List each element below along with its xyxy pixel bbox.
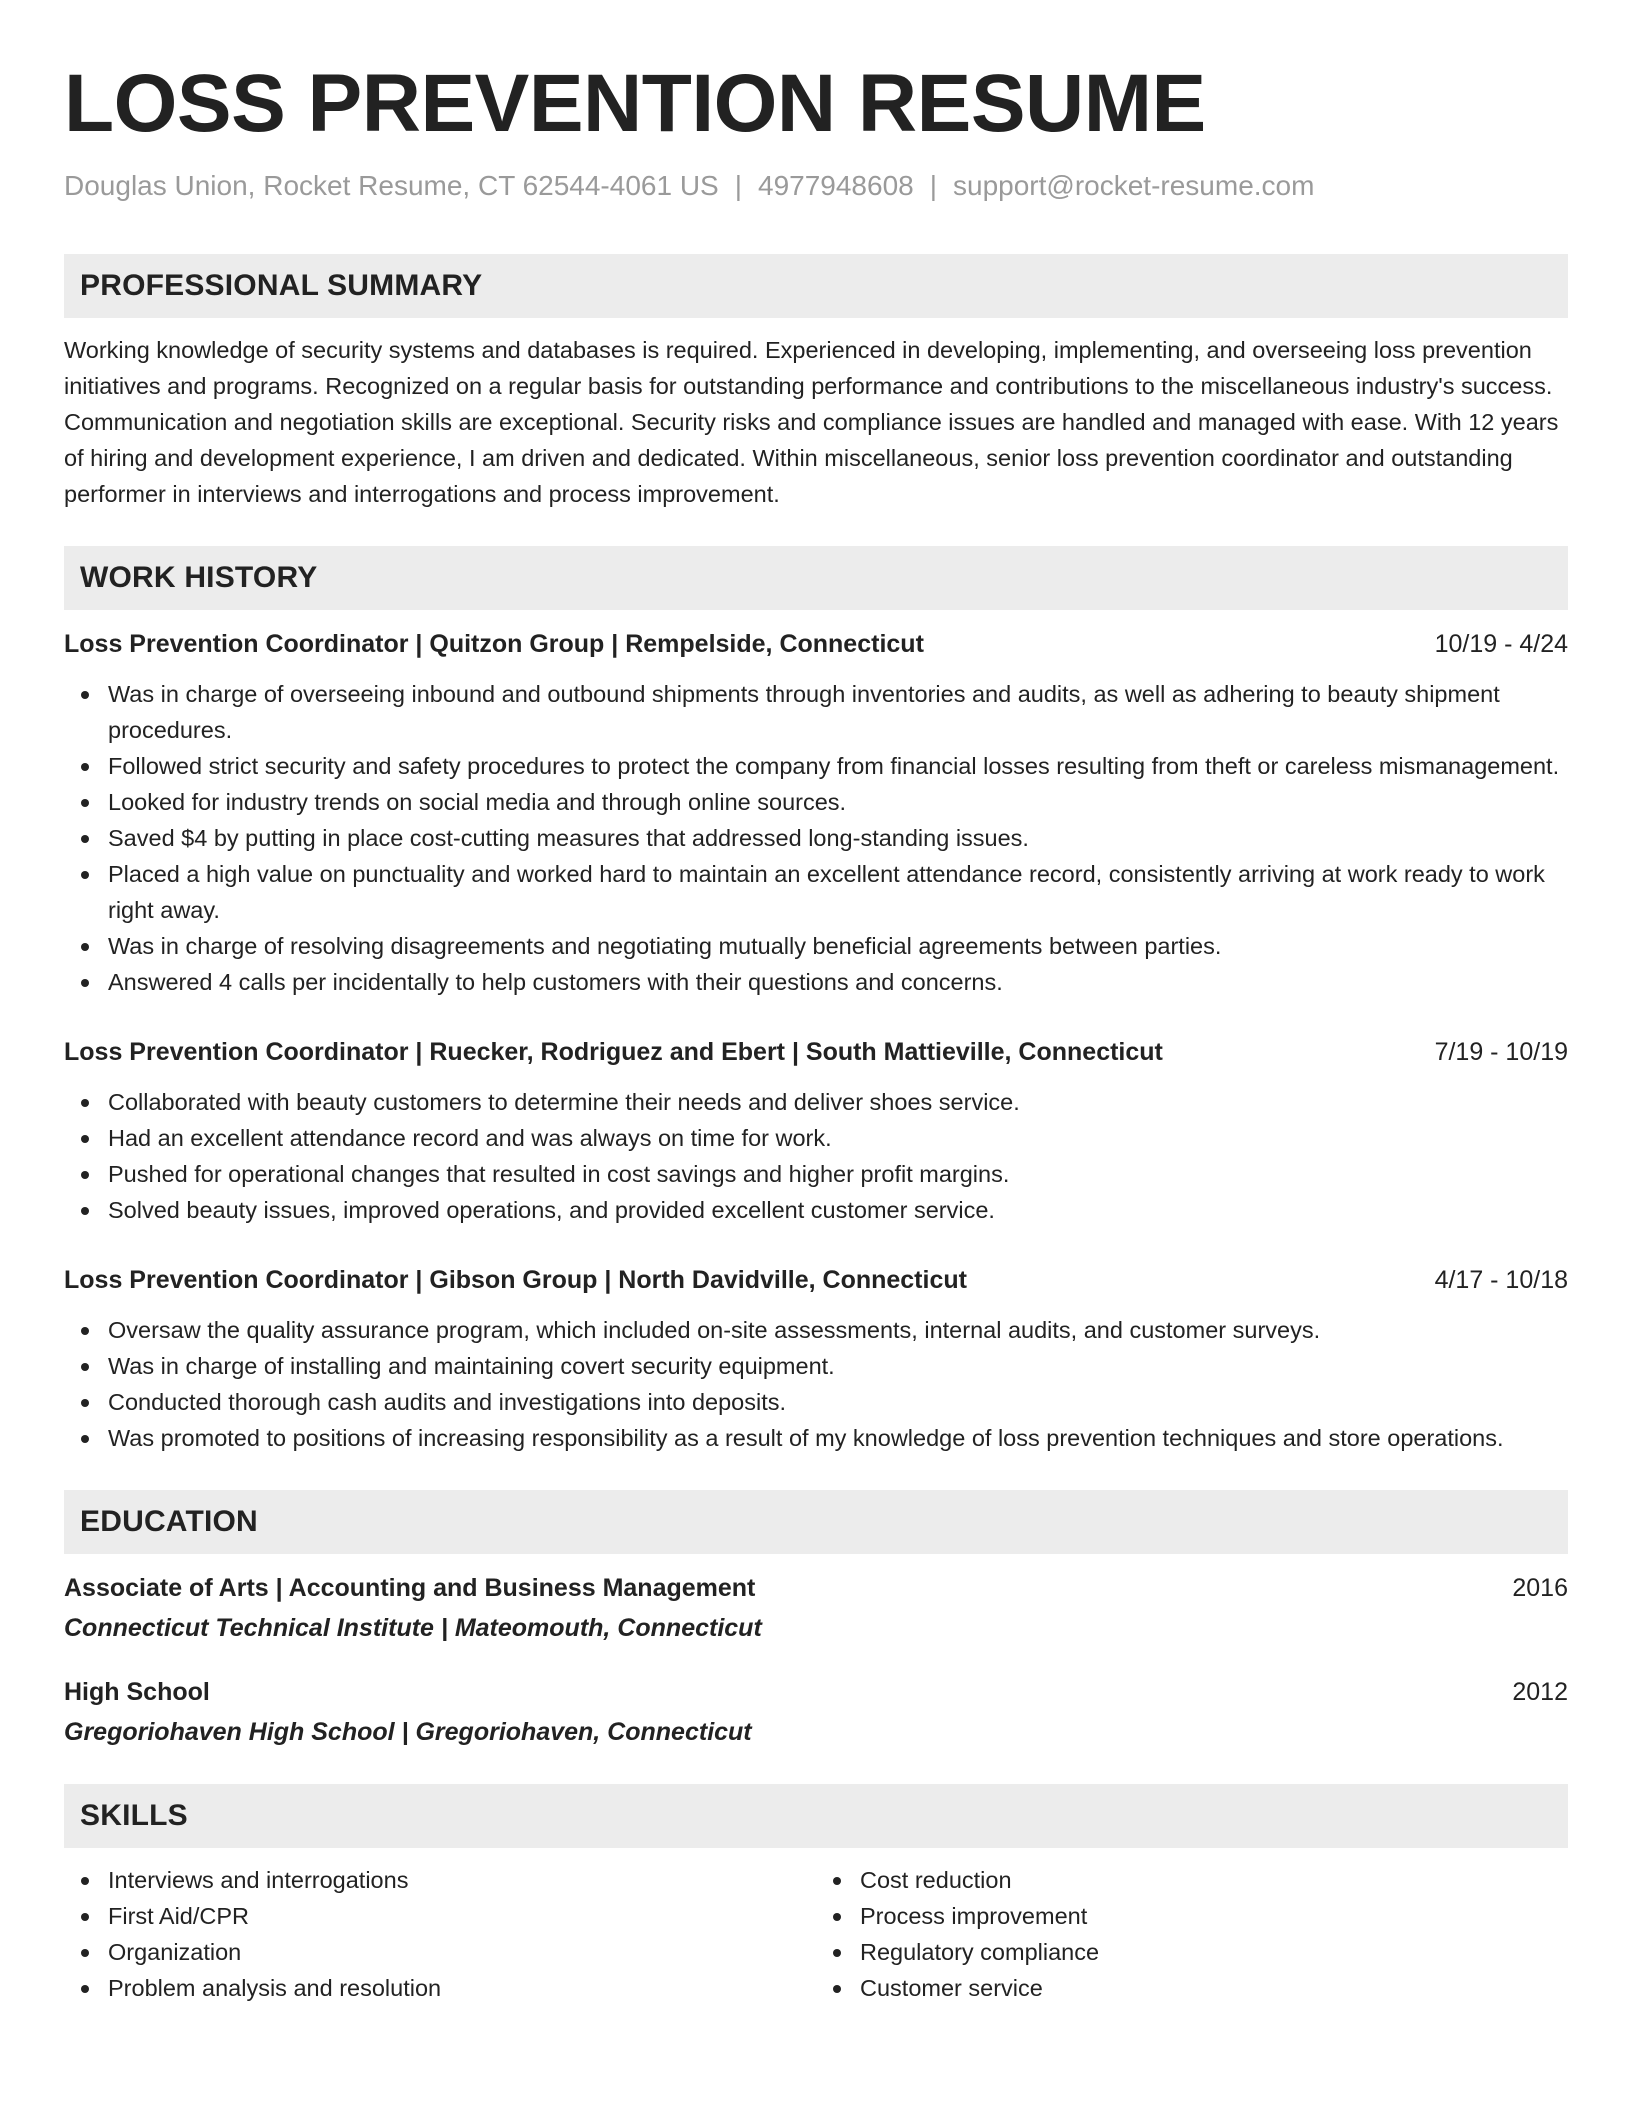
list-item bbox=[108, 820, 1568, 856]
list-item bbox=[108, 748, 1568, 784]
job-bullets bbox=[64, 1084, 1568, 1228]
contact-separator: | bbox=[929, 170, 938, 201]
bullet-icon bbox=[81, 1099, 89, 1107]
bullet-icon bbox=[81, 1363, 89, 1371]
resume-title: LOSS PREVENTION RESUME bbox=[64, 58, 1206, 149]
job-bullets bbox=[64, 676, 1568, 1000]
list-item bbox=[108, 784, 1568, 820]
skill-text: Customer service bbox=[860, 1975, 1043, 2001]
list-item bbox=[108, 1084, 1568, 1120]
bullet-icon bbox=[833, 1877, 841, 1885]
bullet-text: Saved $4 by putting in place cost-cutting measures that addressed long-standing issues. bbox=[108, 825, 1029, 851]
contact-address: Douglas Union, Rocket Resume, CT 62544-4061 US bbox=[64, 170, 719, 201]
bullet-icon bbox=[81, 1399, 89, 1407]
contact-separator: | bbox=[734, 170, 742, 201]
skill-text: First Aid/CPR bbox=[108, 1903, 250, 1929]
bullet-text: Placed a high value on punctuality and worked hard to maintain an excellent attendance record, consistently arriving at work ready to work right away. bbox=[108, 861, 1545, 923]
education-school: Gregoriohaven High School | Gregoriohaven, Connecticut bbox=[64, 1718, 752, 1746]
bullet-text: Solved beauty issues, improved operations, and provided excellent customer service. bbox=[108, 1197, 995, 1223]
list-item bbox=[108, 1156, 1568, 1192]
contact-phone: 4977948608 bbox=[758, 170, 914, 201]
bullet-text: Collaborated with beauty customers to determine their needs and deliver shoes service. bbox=[108, 1089, 1020, 1115]
list-item bbox=[108, 1934, 816, 1970]
list-item bbox=[108, 928, 1568, 964]
skills-column-right bbox=[816, 1862, 1568, 2006]
job-title: Loss Prevention Coordinator | Ruecker, Rodriguez and Ebert | South Mattieville, Connecticut bbox=[64, 1038, 1163, 1066]
list-item bbox=[108, 1862, 816, 1898]
bullet-icon bbox=[833, 1985, 841, 1993]
education-entry bbox=[64, 1674, 1568, 1750]
bullet-icon bbox=[81, 1171, 89, 1179]
skill-text: Regulatory compliance bbox=[860, 1939, 1100, 1965]
bullet-text: Answered 4 calls per incidentally to help customers with their questions and concerns. bbox=[108, 969, 1003, 995]
bullet-text: Conducted thorough cash audits and investigations into deposits. bbox=[108, 1389, 787, 1415]
list-item bbox=[108, 1898, 816, 1934]
skill-text: Cost reduction bbox=[860, 1867, 1012, 1893]
bullet-text: Was promoted to positions of increasing responsibility as a result of my knowledge of loss prevention techniques and store operations. bbox=[108, 1425, 1504, 1451]
skills-column-left bbox=[64, 1862, 816, 2006]
skills-list bbox=[64, 1862, 816, 2006]
job-dates: 4/17 - 10/18 bbox=[1434, 1266, 1568, 1294]
bullet-text: Pushed for operational changes that resulted in cost savings and higher profit margins. bbox=[108, 1161, 1010, 1187]
list-item bbox=[108, 1120, 1568, 1156]
bullet-icon bbox=[81, 1207, 89, 1215]
bullet-icon bbox=[81, 763, 89, 771]
bullet-icon bbox=[81, 1985, 89, 1993]
list-item bbox=[108, 964, 1568, 1000]
skill-text: Process improvement bbox=[860, 1903, 1088, 1929]
bullet-icon bbox=[81, 691, 89, 699]
list-item bbox=[108, 1384, 1568, 1420]
education-entry bbox=[64, 1570, 1568, 1646]
bullet-text: Was in charge of overseeing inbound and outbound shipments through inventories and audits, as well as adhering to beauty shipment procedures. bbox=[108, 681, 1500, 743]
job-title: Loss Prevention Coordinator | Quitzon Group | Rempelside, Connecticut bbox=[64, 630, 924, 658]
section-header-summary: PROFESSIONAL SUMMARY bbox=[64, 254, 1568, 318]
education-year: 2016 bbox=[1512, 1574, 1568, 1602]
skills-grid bbox=[64, 1862, 1568, 2006]
section-header-work-history: WORK HISTORY bbox=[64, 546, 1568, 610]
list-item bbox=[860, 1970, 1568, 2006]
list-item bbox=[108, 1970, 816, 2006]
job-dates: 7/19 - 10/19 bbox=[1434, 1038, 1568, 1066]
list-item bbox=[108, 1420, 1568, 1456]
bullet-icon bbox=[81, 1135, 89, 1143]
section-header-skills: SKILLS bbox=[64, 1784, 1568, 1848]
bullet-text: Had an excellent attendance record and was always on time for work. bbox=[108, 1125, 832, 1151]
contact-email: support@rocket-resume.com bbox=[953, 170, 1315, 201]
education-year: 2012 bbox=[1512, 1678, 1568, 1706]
bullet-icon bbox=[833, 1913, 841, 1921]
list-item bbox=[108, 856, 1568, 928]
bullet-text: Oversaw the quality assurance program, which included on-site assessments, internal audits, and customer surveys. bbox=[108, 1317, 1321, 1343]
bullet-icon bbox=[81, 799, 89, 807]
job-title: Loss Prevention Coordinator | Gibson Group | North Davidville, Connecticut bbox=[64, 1266, 967, 1294]
education-degree: Associate of Arts | Accounting and Business Management bbox=[64, 1574, 756, 1602]
list-item bbox=[108, 1192, 1568, 1228]
bullet-text: Followed strict security and safety procedures to protect the company from financial losses resulting from theft or careless mismanagement. bbox=[108, 753, 1560, 779]
list-item bbox=[108, 1312, 1568, 1348]
bullet-icon bbox=[81, 943, 89, 951]
job-bullets bbox=[64, 1312, 1568, 1456]
bullet-icon bbox=[81, 979, 89, 987]
list-item bbox=[860, 1898, 1568, 1934]
job-entry bbox=[64, 1034, 1568, 1228]
bullet-text: Was in charge of installing and maintaining covert security equipment. bbox=[108, 1353, 835, 1379]
skill-text: Problem analysis and resolution bbox=[108, 1975, 442, 2001]
job-dates: 10/19 - 4/24 bbox=[1434, 630, 1568, 658]
job-entry bbox=[64, 626, 1568, 1000]
bullet-icon bbox=[833, 1949, 841, 1957]
education-school: Connecticut Technical Institute | Mateomouth, Connecticut bbox=[64, 1614, 762, 1642]
section-header-education: EDUCATION bbox=[64, 1490, 1568, 1554]
bullet-text: Looked for industry trends on social media and through online sources. bbox=[108, 789, 847, 815]
bullet-icon bbox=[81, 1877, 89, 1885]
list-item bbox=[108, 676, 1568, 748]
list-item bbox=[860, 1862, 1568, 1898]
bullet-text: Was in charge of resolving disagreements and negotiating mutually beneficial agreements between parties. bbox=[108, 933, 1222, 959]
education-degree: High School bbox=[64, 1678, 210, 1706]
bullet-icon bbox=[81, 871, 89, 879]
list-item bbox=[108, 1348, 1568, 1384]
skill-text: Organization bbox=[108, 1939, 242, 1965]
bullet-icon bbox=[81, 1435, 89, 1443]
list-item bbox=[860, 1934, 1568, 1970]
bullet-icon bbox=[81, 835, 89, 843]
job-entry bbox=[64, 1262, 1568, 1456]
skill-text: Interviews and interrogations bbox=[108, 1867, 409, 1893]
summary-text: Working knowledge of security systems and databases is required. Experienced in developing, implementing, and overseeing loss prevention initiatives and programs. Recognized on a regular basis for outstanding performance and contributions to the miscellaneous industry's success. Communication and negotiation skills are exceptional. Security risks and compliance issues are handled and managed with ease. With 12 years of hiring and development experience, I am driven and dedicated. Within miscellaneous, senior loss prevention coordinator and outstanding performer in interviews and interrogations and process improvement. bbox=[64, 337, 1559, 507]
bullet-icon bbox=[81, 1913, 89, 1921]
contact-line bbox=[64, 168, 1568, 204]
bullet-icon bbox=[81, 1327, 89, 1335]
bullet-icon bbox=[81, 1949, 89, 1957]
skills-list bbox=[816, 1862, 1568, 2006]
